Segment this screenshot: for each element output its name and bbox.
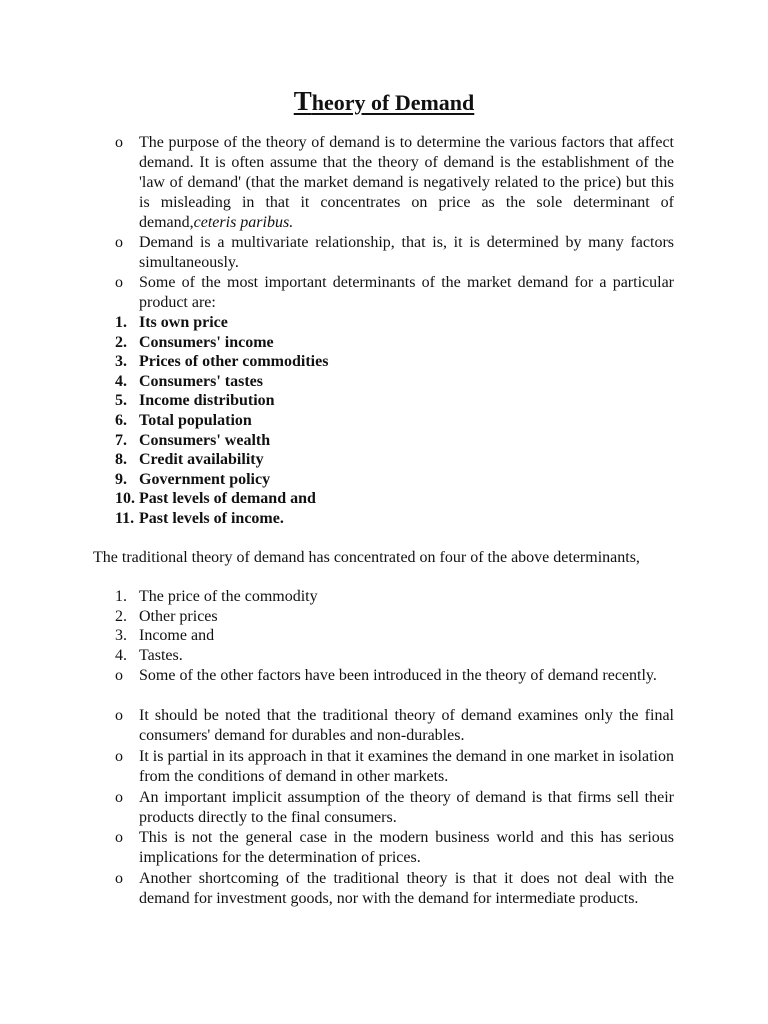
- bullet-marker: o: [115, 274, 123, 291]
- traditional-number: 4.: [115, 646, 127, 664]
- determinant-text: Consumers' wealth: [139, 431, 271, 449]
- determinant-item: [93, 372, 674, 392]
- bullet-marker: o: [115, 748, 123, 765]
- bullet-marker: o: [115, 789, 123, 806]
- determinant-text: Its own price: [139, 314, 228, 331]
- title-rest: heory of Demand: [311, 90, 475, 115]
- determinant-item: [93, 509, 674, 529]
- intro-bullet-3: [93, 273, 674, 313]
- determinant-item: [93, 391, 674, 411]
- determinant-text: Total population: [139, 412, 252, 429]
- intro-bullet-2: [93, 233, 674, 273]
- traditional-text: Income and: [139, 627, 215, 645]
- determinant-number: 8.: [115, 451, 127, 469]
- determinant-item: [93, 411, 674, 431]
- closing-bullet-6: [93, 869, 674, 909]
- determinant-text: Past levels of income.: [139, 510, 284, 527]
- determinant-number: 5.: [115, 392, 127, 410]
- bullet-marker: o: [115, 707, 123, 724]
- determinant-number: 11.: [115, 510, 135, 527]
- closing-bullet-1: [93, 666, 674, 686]
- determinant-item: [93, 352, 674, 372]
- determinant-item: [93, 431, 674, 451]
- closing-bullet-text: An important implicit assumption of the theory of demand is that firms sell their products directly to the final consumers.: [139, 789, 674, 826]
- closing-bullet-5: [93, 828, 674, 868]
- closing-bullet-text: Another shortcoming of the traditional theory is that it does not deal with the demand for investment goods, nor with the demand for intermediate products.: [139, 870, 674, 907]
- traditional-number: 1.: [115, 588, 127, 605]
- traditional-item: [93, 646, 674, 666]
- determinant-text: Income distribution: [139, 392, 275, 410]
- determinant-number: 10.: [115, 490, 135, 508]
- determinant-text: Consumers' tastes: [139, 372, 263, 390]
- title-first-letter: T: [293, 86, 312, 116]
- traditional-item: [93, 626, 674, 646]
- traditional-item: [93, 607, 674, 627]
- determinant-number: 6.: [115, 412, 127, 429]
- determinant-number: 2.: [115, 333, 127, 351]
- determinant-text: Prices of other commodities: [139, 353, 329, 371]
- traditional-number: 2.: [115, 607, 127, 625]
- traditional-text: Tastes.: [139, 646, 183, 664]
- closing-bullet-3: [93, 747, 674, 787]
- closing-bullet-2: [93, 706, 674, 746]
- determinant-text: Consumers' income: [139, 333, 274, 351]
- determinant-text: Credit availability: [139, 451, 264, 469]
- determinant-number: 9.: [115, 470, 127, 488]
- traditional-number: 3.: [115, 627, 127, 645]
- determinant-item: [93, 333, 674, 353]
- traditional-item: [93, 587, 674, 607]
- determinant-number: 3.: [115, 353, 127, 371]
- determinant-item: [93, 450, 674, 470]
- intro-bullet-text: The purpose of the theory of demand is to determine the various factors that affect demand. It is often assume that the theory of demand is the establishment of the 'law of demand' (that the market demand is negatively related to the price) but this is misleading in that it concentrates on price as the sole determinant of demand,: [139, 134, 674, 231]
- page-title: [0, 86, 768, 117]
- determinant-number: 4.: [115, 372, 127, 390]
- intro-bullet-italic: ceteris paribus.: [193, 214, 294, 231]
- intro-bullet-1: [93, 133, 674, 233]
- closing-bullet-text: Some of the other factors have been introduced in the theory of demand recently.: [139, 667, 657, 684]
- traditional-text: Other prices: [139, 607, 218, 625]
- bullet-marker: o: [115, 134, 123, 151]
- bullet-marker: o: [115, 667, 123, 684]
- determinant-text: Government policy: [139, 470, 271, 488]
- intro-bullet-text: Demand is a multivariate relationship, that is, it is determined by many factors simultaneously.: [139, 234, 674, 271]
- closing-bullet-text: It is partial in its approach in that it examines the demand in one market in isolation from the conditions of demand in other markets.: [139, 748, 674, 785]
- closing-bullet-4: [93, 788, 674, 828]
- determinant-text: Past levels of demand and: [139, 490, 316, 508]
- closing-bullet-text: This is not the general case in the modern business world and this has serious implications for the determination of prices.: [139, 829, 674, 866]
- closing-bullet-text: It should be noted that the traditional theory of demand examines only the final consumers' demand for durables and non-durables.: [139, 707, 674, 744]
- determinant-number: 7.: [115, 431, 127, 449]
- determinant-item: [93, 313, 674, 333]
- determinant-item: [93, 489, 674, 509]
- bullet-marker: o: [115, 870, 123, 887]
- traditional-text: The price of the commodity: [139, 588, 318, 605]
- traditional-paragraph: The traditional theory of demand has concentrated on four of the above determinants,: [93, 549, 640, 566]
- intro-bullet-text: Some of the most important determinants of the market demand for a particular product are:: [139, 274, 674, 311]
- bullet-marker: o: [115, 234, 123, 251]
- determinant-item: [93, 470, 674, 490]
- bullet-marker: o: [115, 829, 123, 846]
- determinant-number: 1.: [115, 314, 127, 331]
